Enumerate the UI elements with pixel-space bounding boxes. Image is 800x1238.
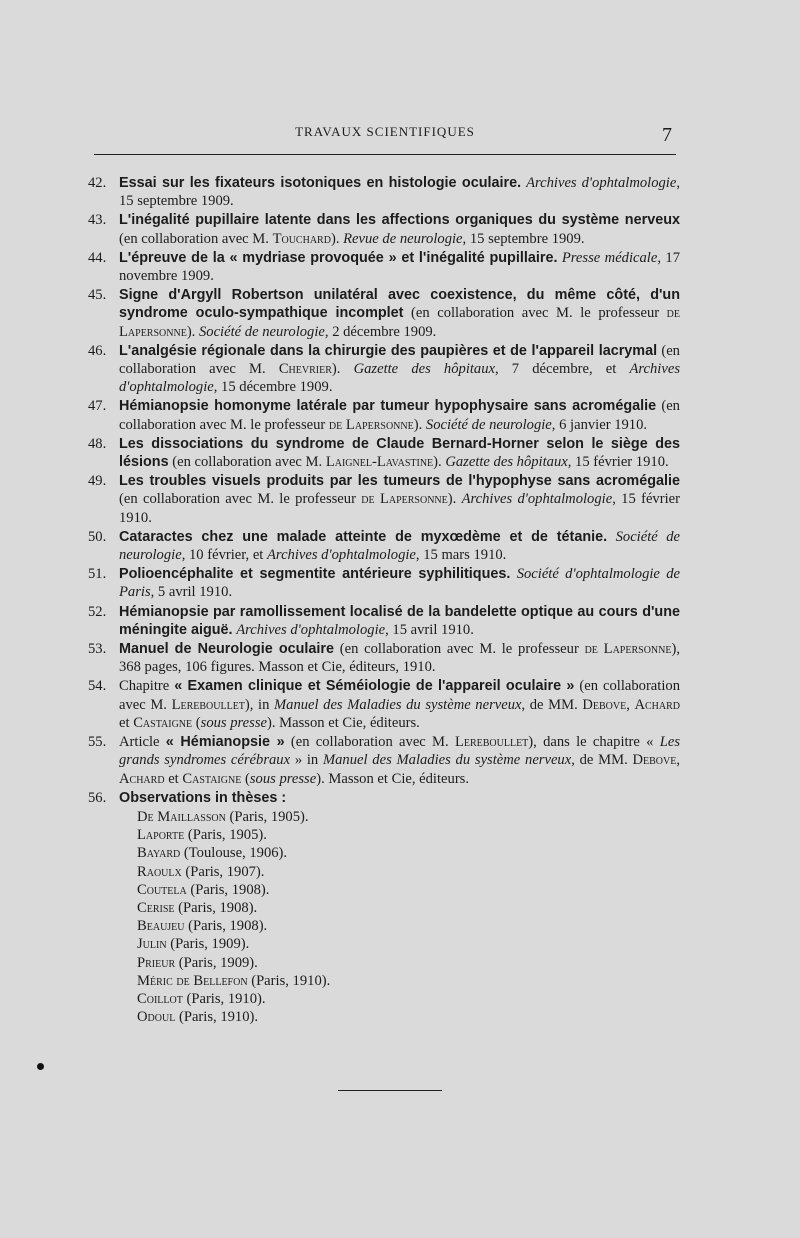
observation-item: [137, 881, 680, 899]
entry-title: L'inégalité pupillaire latente dans les affections organiques du système nerveux: [119, 212, 680, 229]
entry-number: 51.: [88, 566, 107, 583]
entry-text: ,: [626, 696, 635, 713]
entry-text: (: [192, 714, 201, 731]
thesis-detail: (Paris, 1909).: [166, 936, 250, 953]
author-name: Castaigne: [133, 714, 193, 731]
entry-text: (en collaboration avec M.: [119, 230, 273, 247]
entry-text: ). Masson et Cie, éditeurs.: [267, 714, 420, 731]
entry-source: Archives d'ophtalmologie: [526, 175, 677, 191]
publication-entry: [88, 249, 680, 285]
publication-entry: [88, 733, 680, 788]
thesis-author: Coutela: [137, 881, 187, 898]
ink-spot: [37, 1063, 44, 1070]
page-number: 7: [662, 124, 672, 146]
thesis-detail: (Paris, 1905).: [225, 808, 309, 825]
observation-item: [137, 972, 680, 990]
author-name: de Lapersonne: [361, 491, 448, 508]
publication-entry: [88, 472, 680, 527]
entry-title: « Examen clinique et Séméiologie de l'appareil oculaire »: [174, 678, 575, 695]
entry-title: L'analgésie régionale dans la chirurgie des paupières et de l'appareil lacrymal: [119, 342, 658, 359]
entry-text: ).: [330, 230, 344, 247]
publication-entry: [88, 342, 680, 397]
thesis-detail: (Paris, 1908).: [184, 918, 268, 935]
entry-text: , 15 mars 1910.: [415, 547, 507, 564]
entry-number: 52.: [88, 603, 107, 620]
entry-text: Article: [119, 734, 166, 751]
entry-text: (en collaboration avec M.: [119, 678, 680, 713]
entry-source: Manuel des Maladies du système nerveux: [322, 752, 572, 769]
thesis-detail: (Paris, 1908).: [174, 899, 258, 916]
entry-title: Essai sur les fixateurs isotoniques en histologie oculaire.: [119, 175, 522, 191]
observation-item: [137, 1008, 680, 1026]
observation-item: [137, 844, 680, 862]
entry-number: 54.: [88, 678, 107, 695]
entry-text: , 15 février 1910.: [567, 454, 669, 471]
entry-text: (en collaboration avec M. le professeur: [334, 641, 585, 658]
entry-source: Société de neurologie: [119, 528, 680, 564]
entry-title: « Hémianopsie »: [165, 734, 285, 751]
author-name: Lereboullet: [454, 734, 529, 751]
entry-text: (en collaboration avec M. le professeur: [119, 491, 362, 508]
thesis-author: Julin: [137, 936, 167, 953]
entry-text: ), in: [244, 696, 274, 713]
entry-source: sous presse: [200, 714, 267, 731]
publication-entry: [88, 640, 680, 676]
thesis-author: Coillot: [137, 990, 183, 1007]
publication-entry: [88, 286, 680, 341]
thesis-author: Méric de Bellefon: [137, 972, 248, 989]
entry-text: , 15 décembre 1909.: [213, 379, 333, 396]
observation-item: [137, 935, 680, 953]
observation-item: [137, 808, 680, 826]
entry-text: ).: [447, 491, 462, 508]
thesis-author: Laporte: [137, 827, 185, 844]
entry-number: 49.: [88, 473, 107, 490]
entry-text: ,: [676, 752, 680, 769]
thesis-detail: (Paris, 1910).: [175, 1009, 259, 1026]
thesis-detail: (Paris, 1905).: [184, 827, 267, 844]
observations-list: [88, 808, 680, 1026]
observation-item: [137, 899, 680, 917]
entry-title: Observations in thèses :: [119, 789, 287, 806]
author-name: Touchard: [272, 230, 331, 247]
author-name: Achard: [119, 770, 165, 787]
entry-text: ).: [433, 454, 446, 471]
thesis-detail: (Toulouse, 1906).: [180, 845, 288, 862]
entry-title: Les troubles visuels produits par les tumeurs de l'hypophyse sans acromégalie: [119, 473, 680, 490]
entry-text: ).: [331, 361, 354, 378]
thesis-detail: (Paris, 1910).: [247, 972, 331, 989]
publication-entry: [88, 174, 680, 210]
entry-source: Archives d'ophtalmologie: [267, 547, 416, 564]
entry-title: L'épreuve de la « mydriase provoquée » et l'inégalité pupillaire.: [119, 249, 558, 266]
entry-title: Hémianopsie par ramollissement localisé de la bandelette optique au cours d'une méningite aiguë.: [119, 603, 680, 638]
author-name: Debove: [582, 696, 627, 713]
entry-text: , 15 avril 1910.: [385, 621, 474, 638]
author-name: Castaigne: [182, 770, 242, 787]
entry-number: 47.: [88, 398, 107, 415]
entry-source: Manuel des Maladies du système nerveux: [273, 696, 522, 713]
header-rule: [94, 154, 676, 155]
entry-text: Chapitre: [119, 678, 175, 695]
thesis-author: Prieur: [137, 954, 176, 971]
entry-source: sous presse: [249, 770, 317, 787]
thesis-detail: (Paris, 1910).: [182, 990, 266, 1007]
entry-text: , 6 janvier 1910.: [551, 416, 648, 433]
entry-number: 55.: [88, 734, 107, 751]
entry-text: ). Masson et Cie, éditeurs.: [316, 770, 470, 787]
entry-number: 44.: [88, 249, 107, 266]
entry-text: et: [119, 714, 134, 731]
observation-item: [137, 863, 680, 881]
entry-number: 46.: [88, 342, 107, 359]
entry-text: (: [241, 770, 250, 787]
entry-title: Cataractes chez une malade atteinte de myxœdème et de tétanie.: [119, 528, 608, 545]
entry-text: , 10 février, et: [181, 547, 268, 564]
entry-text: (en collaboration avec M.: [168, 454, 326, 471]
entry-source: Archives d'ophtalmologie: [119, 361, 680, 396]
entry-number: 53.: [88, 641, 107, 658]
entry-text: (en collaboration avec M. le professeur: [403, 305, 667, 322]
author-name: Debove: [632, 752, 677, 769]
entry-text: , de MM.: [571, 752, 633, 769]
entry-number: 45.: [88, 287, 107, 304]
entry-number: 50.: [88, 528, 107, 545]
thesis-author: De Maillasson: [137, 808, 226, 825]
entry-number: 48.: [88, 435, 107, 452]
author-name: de Lapersonne: [119, 305, 680, 340]
entry-text: ), 368 pages, 106 figures. Masson et Cie, éditeurs, 1910.: [119, 641, 680, 676]
publication-entry: [88, 528, 680, 564]
entry-title: Hémianopsie homonyme latérale par tumeur hypophysaire sans acromégalie: [119, 398, 657, 415]
thesis-detail: (Paris, 1907).: [181, 863, 265, 880]
entry-source: Société d'ophtalmologie de Paris: [119, 566, 680, 601]
entry-text: [607, 529, 615, 545]
publication-entry: [88, 603, 680, 639]
entry-text: (en collaboration avec M.: [119, 342, 680, 378]
publication-entry: [88, 397, 680, 433]
publication-entry: [88, 435, 680, 471]
entry-text: , 15 septembre 1909.: [462, 230, 585, 247]
observation-item: [137, 954, 680, 972]
entry-source: Les grands syndromes cérébraux: [119, 734, 680, 769]
publication-entry: [88, 677, 680, 732]
author-name: de Lapersonne: [584, 641, 672, 658]
publication-list: [88, 174, 680, 1026]
author-name: de Lapersonne: [328, 416, 414, 433]
entry-number: 56.: [88, 789, 107, 806]
entry-text: , 2 décembre 1909.: [324, 323, 437, 340]
entry-number: 42.: [88, 175, 107, 191]
entry-source: Revue de neurologie: [343, 230, 463, 247]
thesis-author: Odoul: [137, 1009, 176, 1026]
entry-text: ), dans le chapitre «: [528, 734, 660, 751]
thesis-detail: (Paris, 1908).: [186, 881, 270, 898]
thesis-author: Beaujeu: [137, 918, 185, 935]
publication-entry: [88, 789, 680, 807]
entry-text: ).: [186, 323, 199, 340]
closing-rule: [338, 1090, 442, 1091]
thesis-author: Cerise: [137, 899, 175, 916]
entry-source: Archives d'ophtalmologie: [236, 621, 386, 638]
entry-number: 43.: [88, 212, 107, 229]
entry-text: , 7 décembre, et: [495, 361, 630, 378]
entry-source: Société de neurologie: [198, 323, 325, 340]
entry-text: » in: [290, 752, 323, 769]
entry-source: Archives d'ophtalmologie: [461, 491, 613, 508]
entry-text: (en collaboration avec M.: [284, 734, 455, 751]
thesis-author: Bayard: [137, 845, 181, 862]
entry-source: Gazette des hôpitaux: [445, 454, 568, 471]
entry-title: Manuel de Neurologie oculaire: [119, 641, 335, 658]
publication-entry: [88, 565, 680, 601]
entry-title: Les dissociations du syndrome de Claude Bernard-Horner selon le siège des lésions: [119, 435, 680, 471]
running-title: TRAVAUX SCIENTIFIQUES: [295, 124, 475, 139]
observation-item: [137, 990, 680, 1008]
author-name: Laignel-Lavastine: [325, 454, 434, 471]
entry-title: Signe d'Argyll Robertson unilatéral avec coexistence, du même côté, d'un syndrome oculo-sympathique incomplet: [119, 287, 680, 322]
entry-text: , de MM.: [521, 696, 583, 713]
author-name: Achard: [634, 696, 680, 713]
entry-text: , 17 novembre 1909.: [119, 249, 681, 285]
observation-item: [137, 917, 680, 935]
entry-text: (en collaboration avec M. le professeur: [119, 398, 680, 433]
entry-source: Gazette des hôpitaux: [353, 361, 495, 378]
entry-title: Polioencéphalite et segmentite antérieure syphilitiques.: [119, 566, 511, 583]
author-name: Chevrier: [278, 361, 332, 378]
thesis-detail: (Paris, 1909).: [175, 954, 258, 971]
thesis-author: Raoulx: [137, 863, 182, 880]
entry-source: Société de neurologie: [425, 416, 552, 433]
entry-source: Presse médicale: [561, 249, 658, 266]
author-name: Lereboullet: [171, 696, 245, 713]
entry-text: , 15 février 1910.: [119, 491, 680, 526]
entry-text: et: [164, 770, 183, 787]
entry-text: ).: [413, 416, 426, 433]
observation-item: [137, 826, 680, 844]
entry-text: , 5 avril 1910.: [150, 584, 233, 601]
entry-text: , 15 septembre 1909.: [119, 175, 680, 210]
publication-entry: [88, 211, 680, 247]
